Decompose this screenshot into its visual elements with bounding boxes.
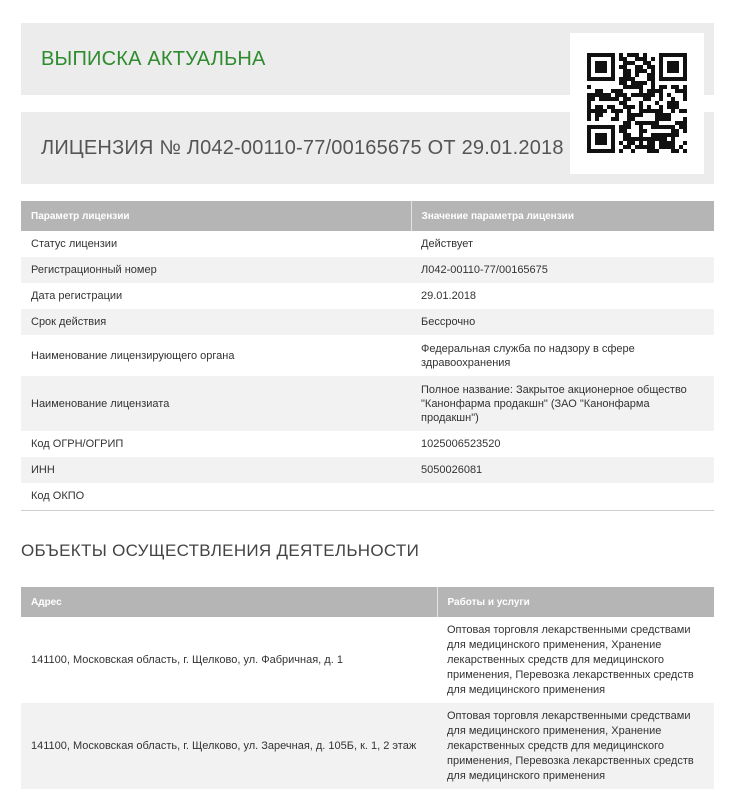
table-row	[21, 257, 714, 283]
status-text: ВЫПИСКА АКТУАЛЬНА	[41, 48, 266, 70]
object-address: 141100, Московская область, г. Щелково, ул. Фабричная, д. 1	[21, 617, 437, 703]
column-header-services: Работы и услуги	[437, 587, 714, 617]
table-row	[21, 231, 714, 257]
activity-objects-table	[21, 587, 714, 789]
param-name: Дата регистрации	[21, 283, 411, 309]
param-value: Л042-00110-77/00165675	[411, 257, 714, 283]
param-value: Полное название: Закрытое акционерное общество "Канонфарма продакшн" (ЗАО "Канонфарма продакшн")	[411, 376, 714, 431]
column-header-value: Значение параметра лицензии	[411, 201, 714, 231]
param-value	[411, 483, 714, 510]
param-name: Код ОКПО	[21, 483, 411, 510]
param-value: 5050026081	[411, 457, 714, 483]
param-name: Код ОГРН/ОГРИП	[21, 431, 411, 457]
param-name: Регистрационный номер	[21, 257, 411, 283]
param-value: Федеральная служба по надзору в сфере здравоохранения	[411, 335, 714, 376]
object-services: Оптовая торговля лекарственными средствами для медицинского применения, Хранение лекарственных средств для медицинского применения, Перевозка лекарственных средств для медицинского применения	[437, 617, 714, 703]
object-services: Оптовая торговля лекарственными средствами для медицинского применения, Хранение лекарственных средств для медицинского применения, Перевозка лекарственных средств для медицинского применения	[437, 703, 714, 789]
qr-code	[570, 33, 704, 174]
table-row	[21, 309, 714, 335]
param-value: Бессрочно	[411, 309, 714, 335]
param-name: ИНН	[21, 457, 411, 483]
table-header-row	[21, 201, 714, 231]
table-row	[21, 335, 714, 376]
table-row	[21, 431, 714, 457]
param-value: 1025006523520	[411, 431, 714, 457]
param-value: 29.01.2018	[411, 283, 714, 309]
param-name: Статус лицензии	[21, 231, 411, 257]
table-row	[21, 376, 714, 431]
param-name: Срок действия	[21, 309, 411, 335]
param-name: Наименование лицензирующего органа	[21, 335, 411, 376]
param-value: Действует	[411, 231, 714, 257]
table-row	[21, 457, 714, 483]
section-title: ОБЪЕКТЫ ОСУЩЕСТВЛЕНИЯ ДЕЯТЕЛЬНОСТИ	[21, 541, 420, 560]
column-header-param: Параметр лицензии	[21, 201, 411, 231]
table-row	[21, 703, 714, 789]
param-name: Наименование лицензиата	[21, 376, 411, 431]
table-header-row	[21, 587, 714, 617]
license-title: ЛИЦЕНЗИЯ № Л042-00110-77/00165675 ОТ 29.01.2018	[41, 137, 564, 159]
object-address: 141100, Московская область, г. Щелково, ул. Заречная, д. 105Б, к. 1, 2 этаж	[21, 703, 437, 789]
column-header-address: Адрес	[21, 587, 437, 617]
table-row	[21, 483, 714, 510]
table-row	[21, 617, 714, 703]
qr-code-icon	[587, 53, 687, 153]
table-row	[21, 283, 714, 309]
license-params-table	[21, 201, 714, 511]
